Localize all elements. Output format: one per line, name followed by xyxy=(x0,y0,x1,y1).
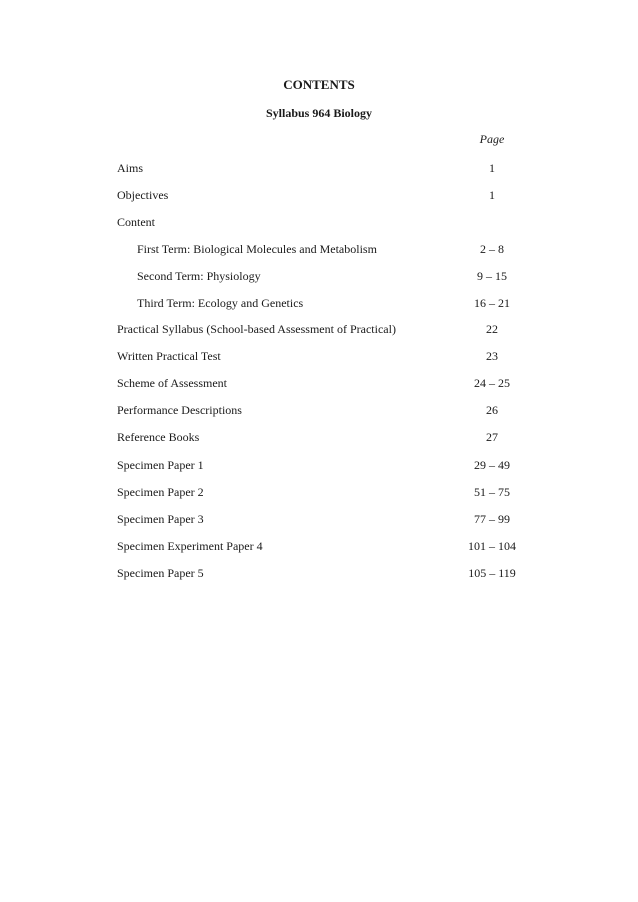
toc-entry-page: 23 xyxy=(486,349,498,363)
toc-entry-third-term xyxy=(0,296,638,312)
toc-entry-page: 24 – 25 xyxy=(474,376,510,390)
toc-entry-page: 2 – 8 xyxy=(480,242,504,256)
toc-entry-aims xyxy=(0,161,638,177)
toc-entry-reference-books xyxy=(0,430,638,446)
toc-entry-label: First Term: Biological Molecules and Metabolism xyxy=(137,242,377,256)
toc-entry-written-practical-test xyxy=(0,349,638,365)
toc-entry-label: Written Practical Test xyxy=(117,349,221,363)
toc-entry-objectives xyxy=(0,188,638,204)
toc-entry-specimen-paper-2 xyxy=(0,485,638,501)
toc-entry-label: Objectives xyxy=(117,188,169,202)
toc-entry-page: 9 – 15 xyxy=(477,269,507,283)
toc-entry-page: 27 xyxy=(486,430,498,444)
toc-entry-page: 1 xyxy=(489,188,495,202)
toc-entry-label: Reference Books xyxy=(117,430,200,444)
toc-entry-page: 29 – 49 xyxy=(474,458,510,472)
toc-entry-label: Specimen Paper 2 xyxy=(117,485,204,499)
toc-entry-page: 77 – 99 xyxy=(474,512,510,526)
toc-entry-first-term xyxy=(0,242,638,258)
toc-entry-second-term xyxy=(0,269,638,285)
toc-entry-label: Scheme of Assessment xyxy=(117,376,227,390)
toc-entry-page: 51 – 75 xyxy=(474,485,510,499)
page-column-label: Page xyxy=(479,132,505,146)
toc-entry-specimen-paper-3 xyxy=(0,512,638,528)
toc-entry-label: Content xyxy=(117,215,155,229)
toc-entry-page: 26 xyxy=(486,403,498,417)
syllabus-subheading: Syllabus 964 Biology xyxy=(265,106,373,120)
toc-entry-label: Specimen Paper 3 xyxy=(117,512,204,526)
toc-entry-label: Specimen Experiment Paper 4 xyxy=(117,539,263,553)
toc-entry-practical-syllabus xyxy=(0,322,638,338)
toc-entry-scheme-of-assessment xyxy=(0,376,638,392)
toc-entry-content xyxy=(0,215,638,231)
toc-entry-specimen-paper-1 xyxy=(0,458,638,474)
toc-entry-label: Third Term: Ecology and Genetics xyxy=(137,296,304,310)
toc-entry-label: Specimen Paper 5 xyxy=(117,566,204,580)
toc-entry-specimen-experiment-paper-4 xyxy=(0,539,638,555)
toc-entry-page: 101 – 104 xyxy=(468,539,516,553)
toc-entry-page: 22 xyxy=(486,322,498,336)
toc-entry-label: Specimen Paper 1 xyxy=(117,458,204,472)
toc-entry-performance-descriptions xyxy=(0,403,638,419)
toc-entry-label: Aims xyxy=(117,161,144,175)
toc-entry-page: 16 – 21 xyxy=(474,296,510,310)
toc-entry-page: 105 – 119 xyxy=(468,566,516,580)
toc-entry-label: Practical Syllabus (School-based Assessment of Practical) xyxy=(117,322,396,336)
toc-entry-page: 1 xyxy=(489,161,495,175)
contents-heading: CONTENTS xyxy=(283,77,355,92)
toc-entry-label: Second Term: Physiology xyxy=(137,269,261,283)
toc-entry-label: Performance Descriptions xyxy=(117,403,242,417)
toc-entry-specimen-paper-5 xyxy=(0,566,638,582)
